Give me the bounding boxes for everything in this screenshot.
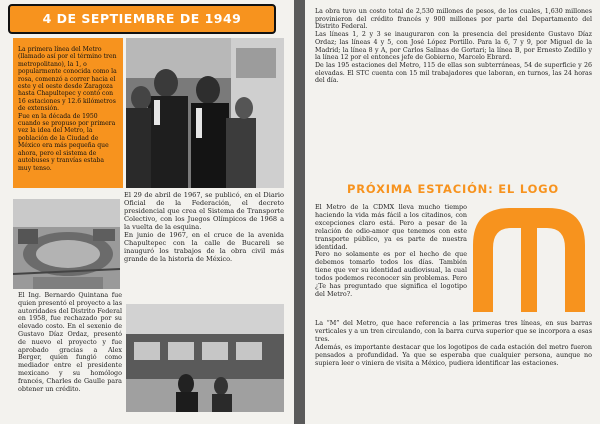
paragraph: Fue en la década de 1950 cuando se propuso por primera vez la idea del Metro, la población de la Ciudad de México era más pequeña que ahora, pero el sistema de autobuses y tranvías estaba muy tenso. [18, 112, 116, 172]
paragraph: La primera línea del Metro (llamado así por el término tren metropolitano), la 1, o popularmente conocida como la rosa, comenzó a correr hacia el este y el oeste desde Zaragoza hasta Chapultepec y contó con 16 estaciones y 12.6 kilómetros de extensión. [18, 46, 117, 113]
text-column [315, 320, 592, 367]
text-column [315, 204, 467, 299]
paragraph: La obra tuvo un costo total de 2,530 millones de pesos, de los cuales, 1,630 millones provinieron del crédito francés y 900 millones por parte del Departamento del Distrito Federal. [315, 8, 592, 31]
train-photo [126, 304, 284, 412]
construction-photo [13, 199, 120, 289]
paragraph: En junio de 1967, en el cruce de la avenida Chapultepec con la calle de Bucareli se inauguró los trabajos de la obra civil más grande de la historia de México. [124, 231, 284, 263]
text-column [18, 292, 122, 393]
right-page [305, 0, 600, 424]
paragraph: El Ing. Bernardo Quintana fue quien presentó el proyecto a las autoridades del Distrito Federal en 1958, fue rechazado por su elevado costo. En el sexenio de Gustavo Díaz Ordaz, presentó de nuevo el proyecto y fue aprobado gracias a Alex Berger, quien fungió como mediador entre el presidente mexicano y su homólogo francés, Charles de Gaulle para obtener un crédito. [18, 291, 122, 393]
paragraph: El Metro de la CDMX lleva mucho tiempo haciendo la vida más fácil a los citadinos, con excepciones claro está. Pero a pesar de la relación de odio-amor que tenemos con este transporte público, ya es parte de nuestra identidad. [315, 203, 467, 251]
paragraph: El 29 de abril de 1967, se publicó, en el Diario Oficial de la Federación, el decreto presidencial que crea el Sistema de Transporte Colectivo, con los Juegos Olímpicos de 1968 a la vuelta de la esquina. [124, 191, 284, 231]
text-column [124, 191, 284, 263]
paragraph: Las líneas 1, 2 y 3 se inauguraron con la presencia del presidente Gustavo Díaz Ordaz; las líneas 4 y 5, con José López Portillo. Para la 6, 7 y 9, por Miguel de la Madrid; la línea 8 y A, por Carlos Salinas de Gortari; la línea B, por Ernesto Zedillo y la línea 12 por el entonces jefe de Gobierno, Marcelo Ebrard. [315, 31, 592, 62]
metro-logo [465, 200, 593, 312]
text-column [315, 8, 592, 85]
paragraph: La “M” del Metro, que hace referencia a las primeras tres líneas, en sus barras verticales y a un tren circulando, con la barra curva superior que se incorpora a esas tres. [315, 319, 592, 343]
paragraph: Además, es importante destacar que los logotipos de cada estación del metro fueron pensados a profundidad. Ya que se esperaba que cualquier persona, aunque no supiera leer o viniera de visita a México, pudiera identificar las estaciones. [315, 342, 592, 367]
section-title: PRÓXIMA ESTACIÓN: EL LOGO [347, 182, 559, 196]
paragraph: Pero no solamente es por el hecho de que debemos tomarlo todos los días. También tiene que ver su identidad audiovisual, la cual todos podemos reconocer sin problemas. Pero ¿Te has preguntado que significa el logotipo del Metro?. [315, 250, 467, 298]
inauguration-photo [126, 38, 284, 188]
left-page [0, 0, 294, 424]
orange-text-box [13, 38, 123, 188]
page-title: 4 DE SEPTIEMBRE DE 1949 [8, 4, 276, 34]
paragraph: De las 195 estaciones del Metro, 115 de ellas son subterráneas, 54 de superficie y 26 elevadas. El STC cuenta con 15 mil trabajadores que laboran, en turnos, las 24 horas del día. [315, 61, 592, 85]
